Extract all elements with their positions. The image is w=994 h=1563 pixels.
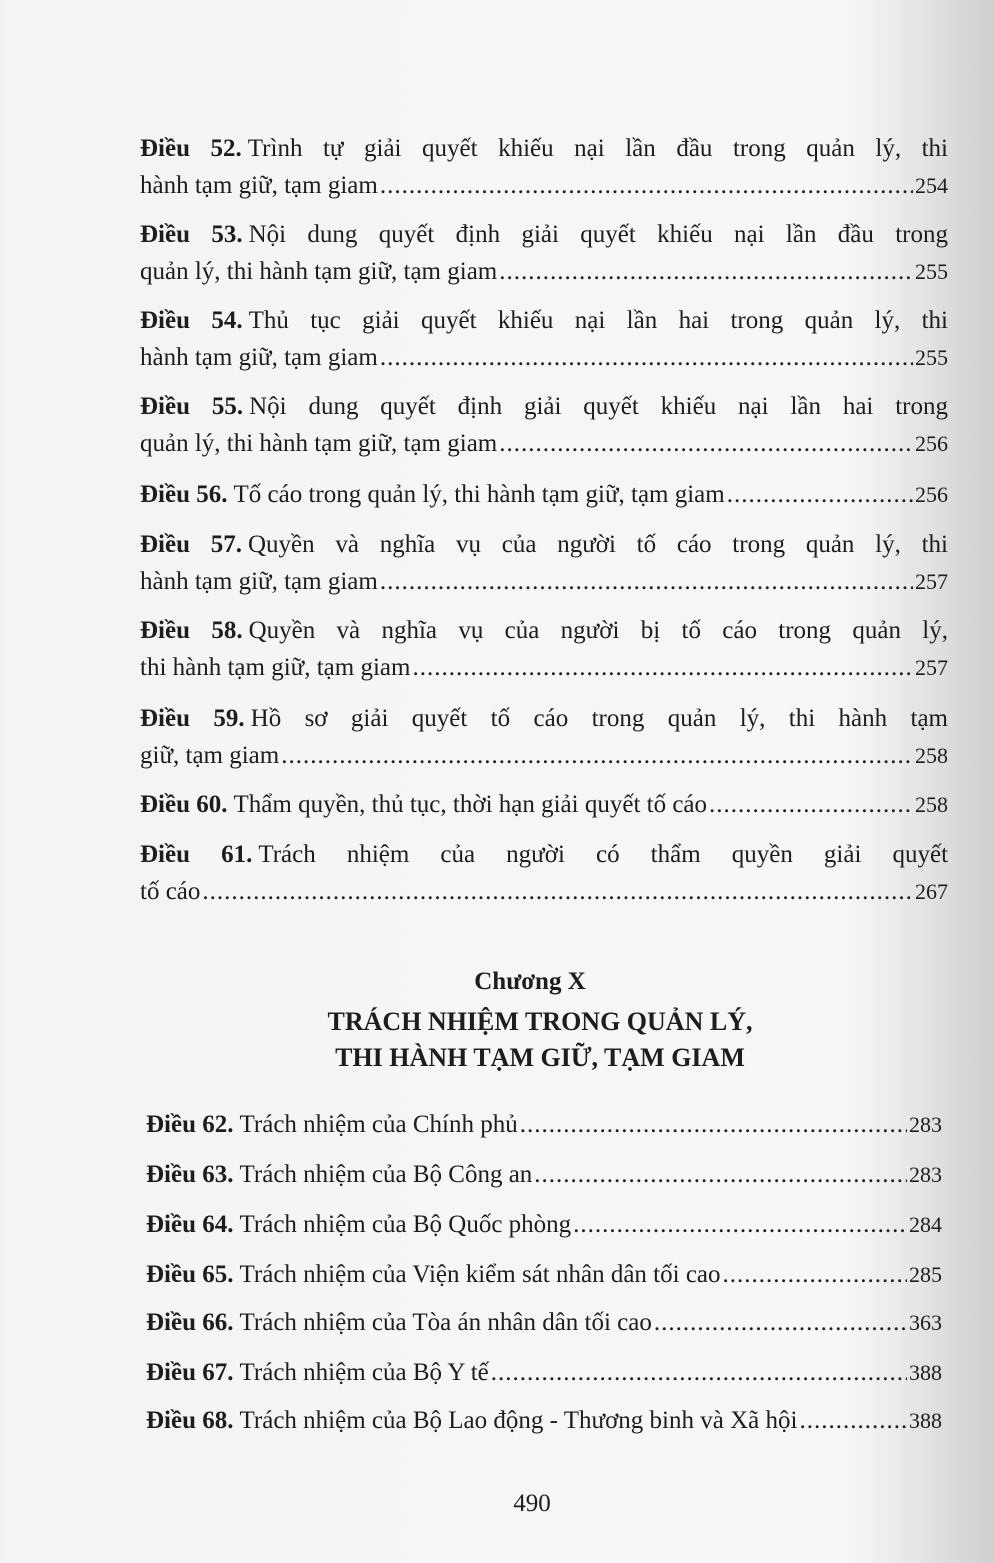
dot-leader bbox=[727, 476, 913, 513]
entry-page: 283 bbox=[909, 1162, 942, 1187]
dot-leader bbox=[799, 1402, 907, 1439]
dot-leader bbox=[499, 425, 913, 462]
dot-leader bbox=[499, 253, 913, 290]
entry-title-line1: Thủ tục giải quyết khiếu nại lần hai trong quản lý, thi bbox=[248, 307, 948, 334]
entry-title: Trách nhiệm của Tòa án nhân dân tối cao bbox=[239, 1309, 652, 1336]
dot-leader bbox=[281, 737, 913, 774]
entry-title-line1: Nội dung quyết định giải quyết khiếu nại lần hai trong bbox=[249, 393, 948, 420]
entry-title-line1: Trình tự giải quyết khiếu nại lần đầu trong quản lý, thi bbox=[247, 135, 948, 162]
entry-title: Trách nhiệm của Bộ Y tế bbox=[239, 1359, 489, 1386]
entry-page: 256 bbox=[915, 482, 948, 507]
toc-entry bbox=[140, 526, 948, 600]
entry-page: 258 bbox=[915, 743, 948, 768]
entry-title: Tố cáo trong quản lý, thi hành tạm giữ, tạm giam bbox=[233, 481, 725, 508]
entry-title-line2: hành tạm giữ, tạm giam bbox=[140, 568, 378, 595]
entry-title: Trách nhiệm của Bộ Lao động - Thương binh và Xã hội bbox=[239, 1407, 798, 1434]
article-label: Điều 59. bbox=[140, 705, 245, 732]
article-label: Điều 64. bbox=[146, 1211, 234, 1238]
toc-entry bbox=[146, 1402, 942, 1439]
article-label: Điều 53. bbox=[140, 221, 243, 248]
entry-page: 283 bbox=[909, 1112, 942, 1137]
entry-title-line1: Nội dung quyết định giải quyết khiếu nại lần đầu trong bbox=[248, 221, 948, 248]
dot-leader bbox=[573, 1206, 907, 1243]
toc-entry bbox=[140, 612, 948, 686]
article-label: Điều 60. bbox=[140, 791, 228, 818]
entry-line1-wrap bbox=[140, 130, 948, 167]
dot-leader bbox=[380, 563, 913, 600]
entry-page: 255 bbox=[915, 259, 948, 284]
entry-title-line2: thi hành tạm giữ, tạm giam bbox=[140, 654, 411, 681]
entry-page: 363 bbox=[909, 1310, 942, 1335]
entry-line1-wrap bbox=[140, 388, 948, 425]
entry-title: Trách nhiệm của Chính phủ bbox=[239, 1111, 518, 1138]
entry-title-line1: Quyền và nghĩa vụ của người tố cáo trong quản lý, thi bbox=[248, 531, 948, 558]
entry-page: 257 bbox=[915, 655, 948, 680]
entry-title-line2: hành tạm giữ, tạm giam bbox=[140, 172, 378, 199]
article-label: Điều 56. bbox=[140, 481, 228, 508]
entry-line1-wrap bbox=[140, 700, 948, 737]
entry-page: 254 bbox=[915, 173, 948, 198]
dot-leader bbox=[202, 873, 913, 910]
article-label: Điều 65. bbox=[146, 1261, 234, 1288]
toc-entry bbox=[140, 130, 948, 204]
entry-title: Thẩm quyền, thủ tục, thời hạn giải quyết tố cáo bbox=[233, 791, 708, 818]
entry-page: 258 bbox=[915, 792, 948, 817]
entry-title-line2: quản lý, thi hành tạm giữ, tạm giam bbox=[140, 258, 498, 285]
article-label: Điều 66. bbox=[146, 1309, 234, 1336]
dot-leader bbox=[520, 1106, 907, 1143]
article-label: Điều 54. bbox=[140, 307, 243, 334]
toc-entry bbox=[146, 1106, 942, 1143]
entry-line1-wrap bbox=[140, 526, 948, 563]
entry-title-line2: tố cáo bbox=[140, 878, 201, 905]
dot-leader bbox=[723, 1256, 907, 1293]
toc-entry bbox=[146, 1256, 942, 1293]
entry-line1-wrap bbox=[140, 836, 948, 873]
entry-title-line1: Trách nhiệm của người có thẩm quyền giải quyết bbox=[258, 841, 949, 868]
article-label: Điều 67. bbox=[146, 1359, 234, 1386]
toc-entry bbox=[146, 1354, 942, 1391]
chapter-title-line2: THI HÀNH TẠM GIỮ, TẠM GIAM bbox=[335, 1043, 745, 1072]
dot-leader bbox=[380, 339, 913, 376]
entry-title-line1: Quyền và nghĩa vụ của người bị tố cáo trong quản lý, bbox=[248, 617, 949, 644]
article-label: Điều 63. bbox=[146, 1161, 234, 1188]
toc-entry bbox=[146, 1156, 942, 1193]
toc-entry bbox=[140, 302, 948, 376]
article-label: Điều 68. bbox=[146, 1407, 234, 1434]
article-label: Điều 57. bbox=[140, 531, 242, 558]
dot-leader bbox=[491, 1354, 907, 1391]
dot-leader bbox=[654, 1304, 907, 1341]
entry-title: Trách nhiệm của Viện kiểm sát nhân dân tối cao bbox=[239, 1261, 721, 1288]
dot-leader bbox=[380, 167, 913, 204]
entry-page: 257 bbox=[915, 569, 948, 594]
toc-entry bbox=[140, 216, 948, 290]
toc-entry bbox=[140, 476, 948, 513]
chapter-title-line1: TRÁCH NHIỆM TRONG QUẢN LÝ, bbox=[327, 1007, 753, 1036]
dot-leader bbox=[412, 649, 913, 686]
article-label: Điều 58. bbox=[140, 617, 243, 644]
toc-entry bbox=[140, 786, 948, 823]
article-label: Điều 52. bbox=[140, 135, 242, 162]
entry-title: Trách nhiệm của Bộ Công an bbox=[239, 1161, 533, 1188]
entry-title: Trách nhiệm của Bộ Quốc phòng bbox=[239, 1211, 572, 1238]
entry-page: 256 bbox=[915, 431, 948, 456]
entry-line1-wrap bbox=[140, 612, 948, 649]
toc-entry bbox=[146, 1206, 942, 1243]
entry-page: 255 bbox=[915, 345, 948, 370]
entry-title-line2: hành tạm giữ, tạm giam bbox=[140, 344, 378, 371]
article-label: Điều 61. bbox=[140, 841, 253, 868]
entry-page: 388 bbox=[909, 1408, 942, 1433]
toc-entry bbox=[140, 836, 948, 910]
chapter-number: Chương X bbox=[474, 968, 586, 995]
entry-page: 388 bbox=[909, 1360, 942, 1385]
article-label: Điều 62. bbox=[146, 1111, 234, 1138]
entry-page: 267 bbox=[915, 879, 948, 904]
dot-leader bbox=[534, 1156, 907, 1193]
entry-title-line2: giữ, tạm giam bbox=[140, 742, 280, 769]
dot-leader bbox=[709, 786, 913, 823]
article-label: Điều 55. bbox=[140, 393, 244, 420]
entry-page: 285 bbox=[909, 1262, 942, 1287]
entry-line1-wrap bbox=[140, 216, 948, 253]
toc-entry bbox=[140, 700, 948, 774]
toc-entry bbox=[146, 1304, 942, 1341]
entry-page: 284 bbox=[909, 1212, 942, 1237]
page-number: 490 bbox=[513, 1490, 551, 1517]
entry-line1-wrap bbox=[140, 302, 948, 339]
entry-title-line2: quản lý, thi hành tạm giữ, tạm giam bbox=[140, 430, 498, 457]
toc-entry bbox=[140, 388, 948, 462]
entry-title-line1: Hồ sơ giải quyết tố cáo trong quản lý, thi hành tạm bbox=[250, 705, 949, 732]
